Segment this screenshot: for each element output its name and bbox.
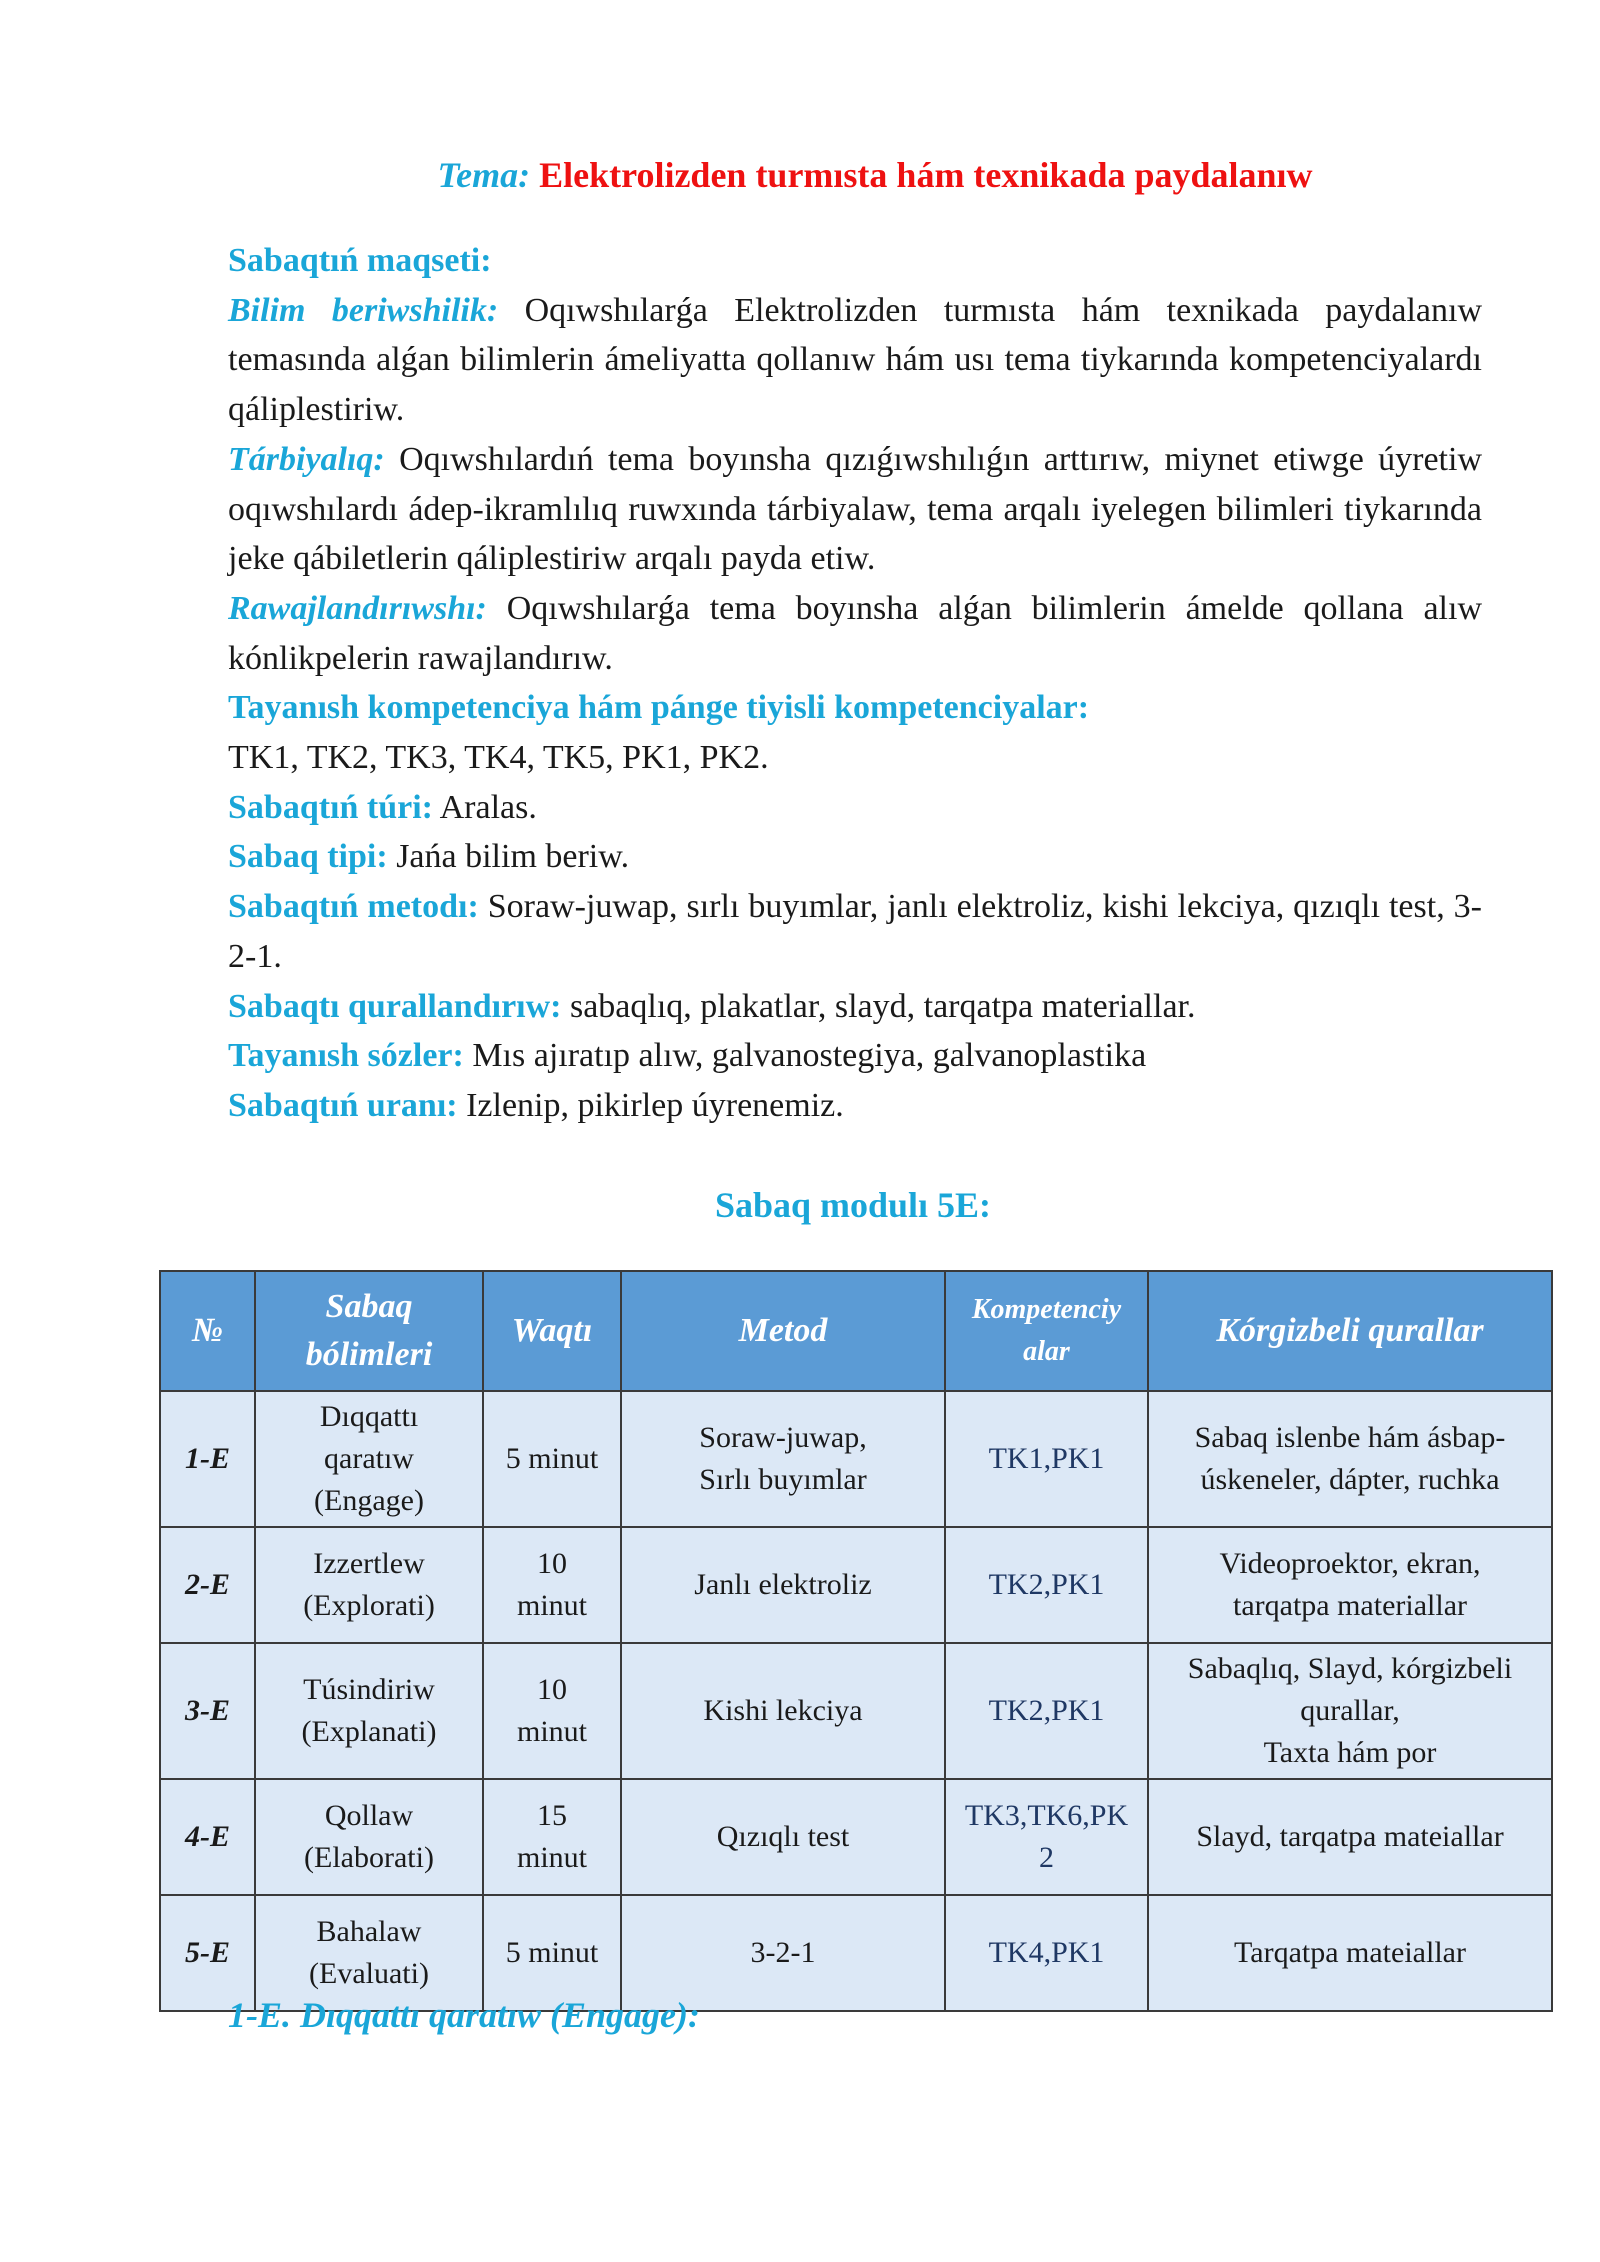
tipi-line — [228, 832, 1482, 882]
row-qural: Tarqatpa mateiallar — [1148, 1895, 1552, 2011]
raw-paragraph — [228, 584, 1482, 683]
lesson-title — [0, 150, 1600, 200]
lesson-info — [228, 236, 1482, 1131]
header-metod: Metod — [621, 1271, 945, 1391]
header-waqt: Waqtı — [483, 1271, 621, 1391]
table-row — [160, 1391, 1552, 1527]
module-title: Sabaq modulı 5E: — [714, 1185, 992, 1225]
table-row — [160, 1643, 1552, 1779]
title-label: Tema: — [437, 155, 531, 195]
row-metod: Janlı elektroliz — [621, 1527, 945, 1643]
soz-label: Tayanısh sózler: — [228, 1037, 464, 1075]
komp-heading: Tayanısh kompetenciya hám pánge tiyisli kompetenciyalar: — [228, 689, 1090, 727]
soz-text: Mıs ajıratıp alıw, galvanostegiya, galvanoplastika — [472, 1037, 1147, 1075]
tipi-text: Jańa bilim beriw. — [396, 838, 630, 876]
bilim-paragraph — [228, 286, 1482, 435]
raw-label: Rawajlandırıwshı: — [228, 589, 487, 627]
tipi-label: Sabaq tipi: — [228, 838, 388, 876]
row-metod: 3-2-1 — [621, 1895, 945, 2011]
row-waqt: 10 minut — [483, 1643, 621, 1779]
title-text: Elektrolizden turmısta hám texnikada paydalanıw — [539, 155, 1313, 195]
row-metod: Kishi lekciya — [621, 1643, 945, 1779]
tarbiya-paragraph — [228, 435, 1482, 584]
komp-list: TK1, TK2, TK3, TK4, TK5, PK1, PK2. — [228, 739, 769, 777]
row-num: 5-E — [160, 1895, 255, 2011]
qural-label: Sabaqtı qurallandırıw: — [228, 987, 562, 1025]
row-komp: TK1,PK1 — [945, 1391, 1148, 1527]
qural-text: sabaqlıq, plakatlar, slayd, tarqatpa materiallar. — [569, 987, 1196, 1025]
header-qural: Kórgizbeli qurallar — [1148, 1271, 1552, 1391]
row-qural: Sabaq islenbe hám ásbap- úskeneler, dápter, ruchka — [1148, 1391, 1552, 1527]
row-komp: TK3,TK6,PK 2 — [945, 1779, 1148, 1895]
uran-text: Izlenip, pikirlep úyrenemiz. — [466, 1086, 844, 1124]
row-komp: TK4,PK1 — [945, 1895, 1148, 2011]
maqset-heading: Sabaqtıń maqseti: — [228, 242, 492, 279]
row-bolim: Dıqqattı qaratıw (Engage) — [255, 1391, 483, 1527]
row-qural: Sabaqlıq, Slayd, kórgizbeli qurallar, Taxta hám por — [1148, 1643, 1552, 1779]
tarbiya-text: Oqıwshılardıń tema boyınsha qızıǵıwshılıǵın arttırıw, miynet etiwge úyretiw oqıwshılardı ádep-ikramlılıq ruwxında tárbiyalaw, tema arqalı iyelegen bilimleri tiykarında jeke qábiletlerin qáliplestiriw arqalı payda etiw. — [228, 440, 1482, 578]
row-waqt: 5 minut — [483, 1895, 621, 2011]
row-num: 3-E — [160, 1643, 255, 1779]
header-num: № — [160, 1271, 255, 1391]
row-bolim: Túsindiriw (Explanati) — [255, 1643, 483, 1779]
table-row — [160, 1779, 1552, 1895]
header-bolim: Sabaq bólimleri — [255, 1271, 483, 1391]
uran-label: Sabaqtıń uranı: — [228, 1086, 458, 1124]
row-metod: Qızıqlı test — [621, 1779, 945, 1895]
uran-line — [228, 1081, 1482, 1131]
bilim-text: Oqıwshılarǵa Elektrolizden turmısta hám texnikada paydalanıw temasında alǵan bilimlerin ámeliyatta qollanıw hám usı tema tiykarında kompetenciyalardı qáliplestiriw. — [228, 291, 1482, 429]
metod-label: Sabaqtıń metodı: — [228, 888, 479, 926]
raw-text: Oqıwshılarǵa tema boyınsha alǵan bilimlerin ámelde qollana alıw kónlikpelerin rawajlandırıw. — [228, 589, 1482, 677]
row-komp: TK2,PK1 — [945, 1643, 1148, 1779]
bilim-label: Bilim beriwshilik: — [228, 291, 499, 329]
turi-text: Aralas. — [439, 788, 537, 826]
turi-label: Sabaqtıń túri: — [228, 788, 433, 826]
row-waqt: 5 minut — [483, 1391, 621, 1527]
row-num: 2-E — [160, 1527, 255, 1643]
row-waqt: 10 minut — [483, 1527, 621, 1643]
row-num: 4-E — [160, 1779, 255, 1895]
module-table — [159, 1270, 1553, 2012]
row-komp: TK2,PK1 — [945, 1527, 1148, 1643]
tarbiya-label: Tárbiyalıq: — [228, 440, 385, 478]
row-metod: Soraw-juwap, Sırlı buyımlar — [621, 1391, 945, 1527]
row-bolim: Bahalaw (Evaluati) — [255, 1895, 483, 2011]
row-num: 1-E — [160, 1391, 255, 1527]
table-header-row — [160, 1271, 1552, 1391]
table-row — [160, 1527, 1552, 1643]
row-qural: Videoproektor, ekran, tarqatpa materiallar — [1148, 1527, 1552, 1643]
metod-text: Soraw-juwap, sırlı buyımlar, janlı elektroliz, kishi lekciya, qızıqlı test, 3-2-1. — [228, 888, 1482, 975]
qural-line — [228, 982, 1482, 1032]
row-bolim: Qollaw (Elaborati) — [255, 1779, 483, 1895]
row-waqt: 15 minut — [483, 1779, 621, 1895]
soz-line — [228, 1031, 1482, 1081]
metod-line — [228, 882, 1482, 981]
stage-heading: 1-E. Dıqqattı qaratıw (Engage): — [228, 1995, 701, 2035]
row-bolim: Izzertlew (Explorati) — [255, 1527, 483, 1643]
header-komp: Kompetenciy alar — [945, 1271, 1148, 1391]
turi-line — [228, 783, 1482, 833]
row-qural: Slayd, tarqatpa mateiallar — [1148, 1779, 1552, 1895]
